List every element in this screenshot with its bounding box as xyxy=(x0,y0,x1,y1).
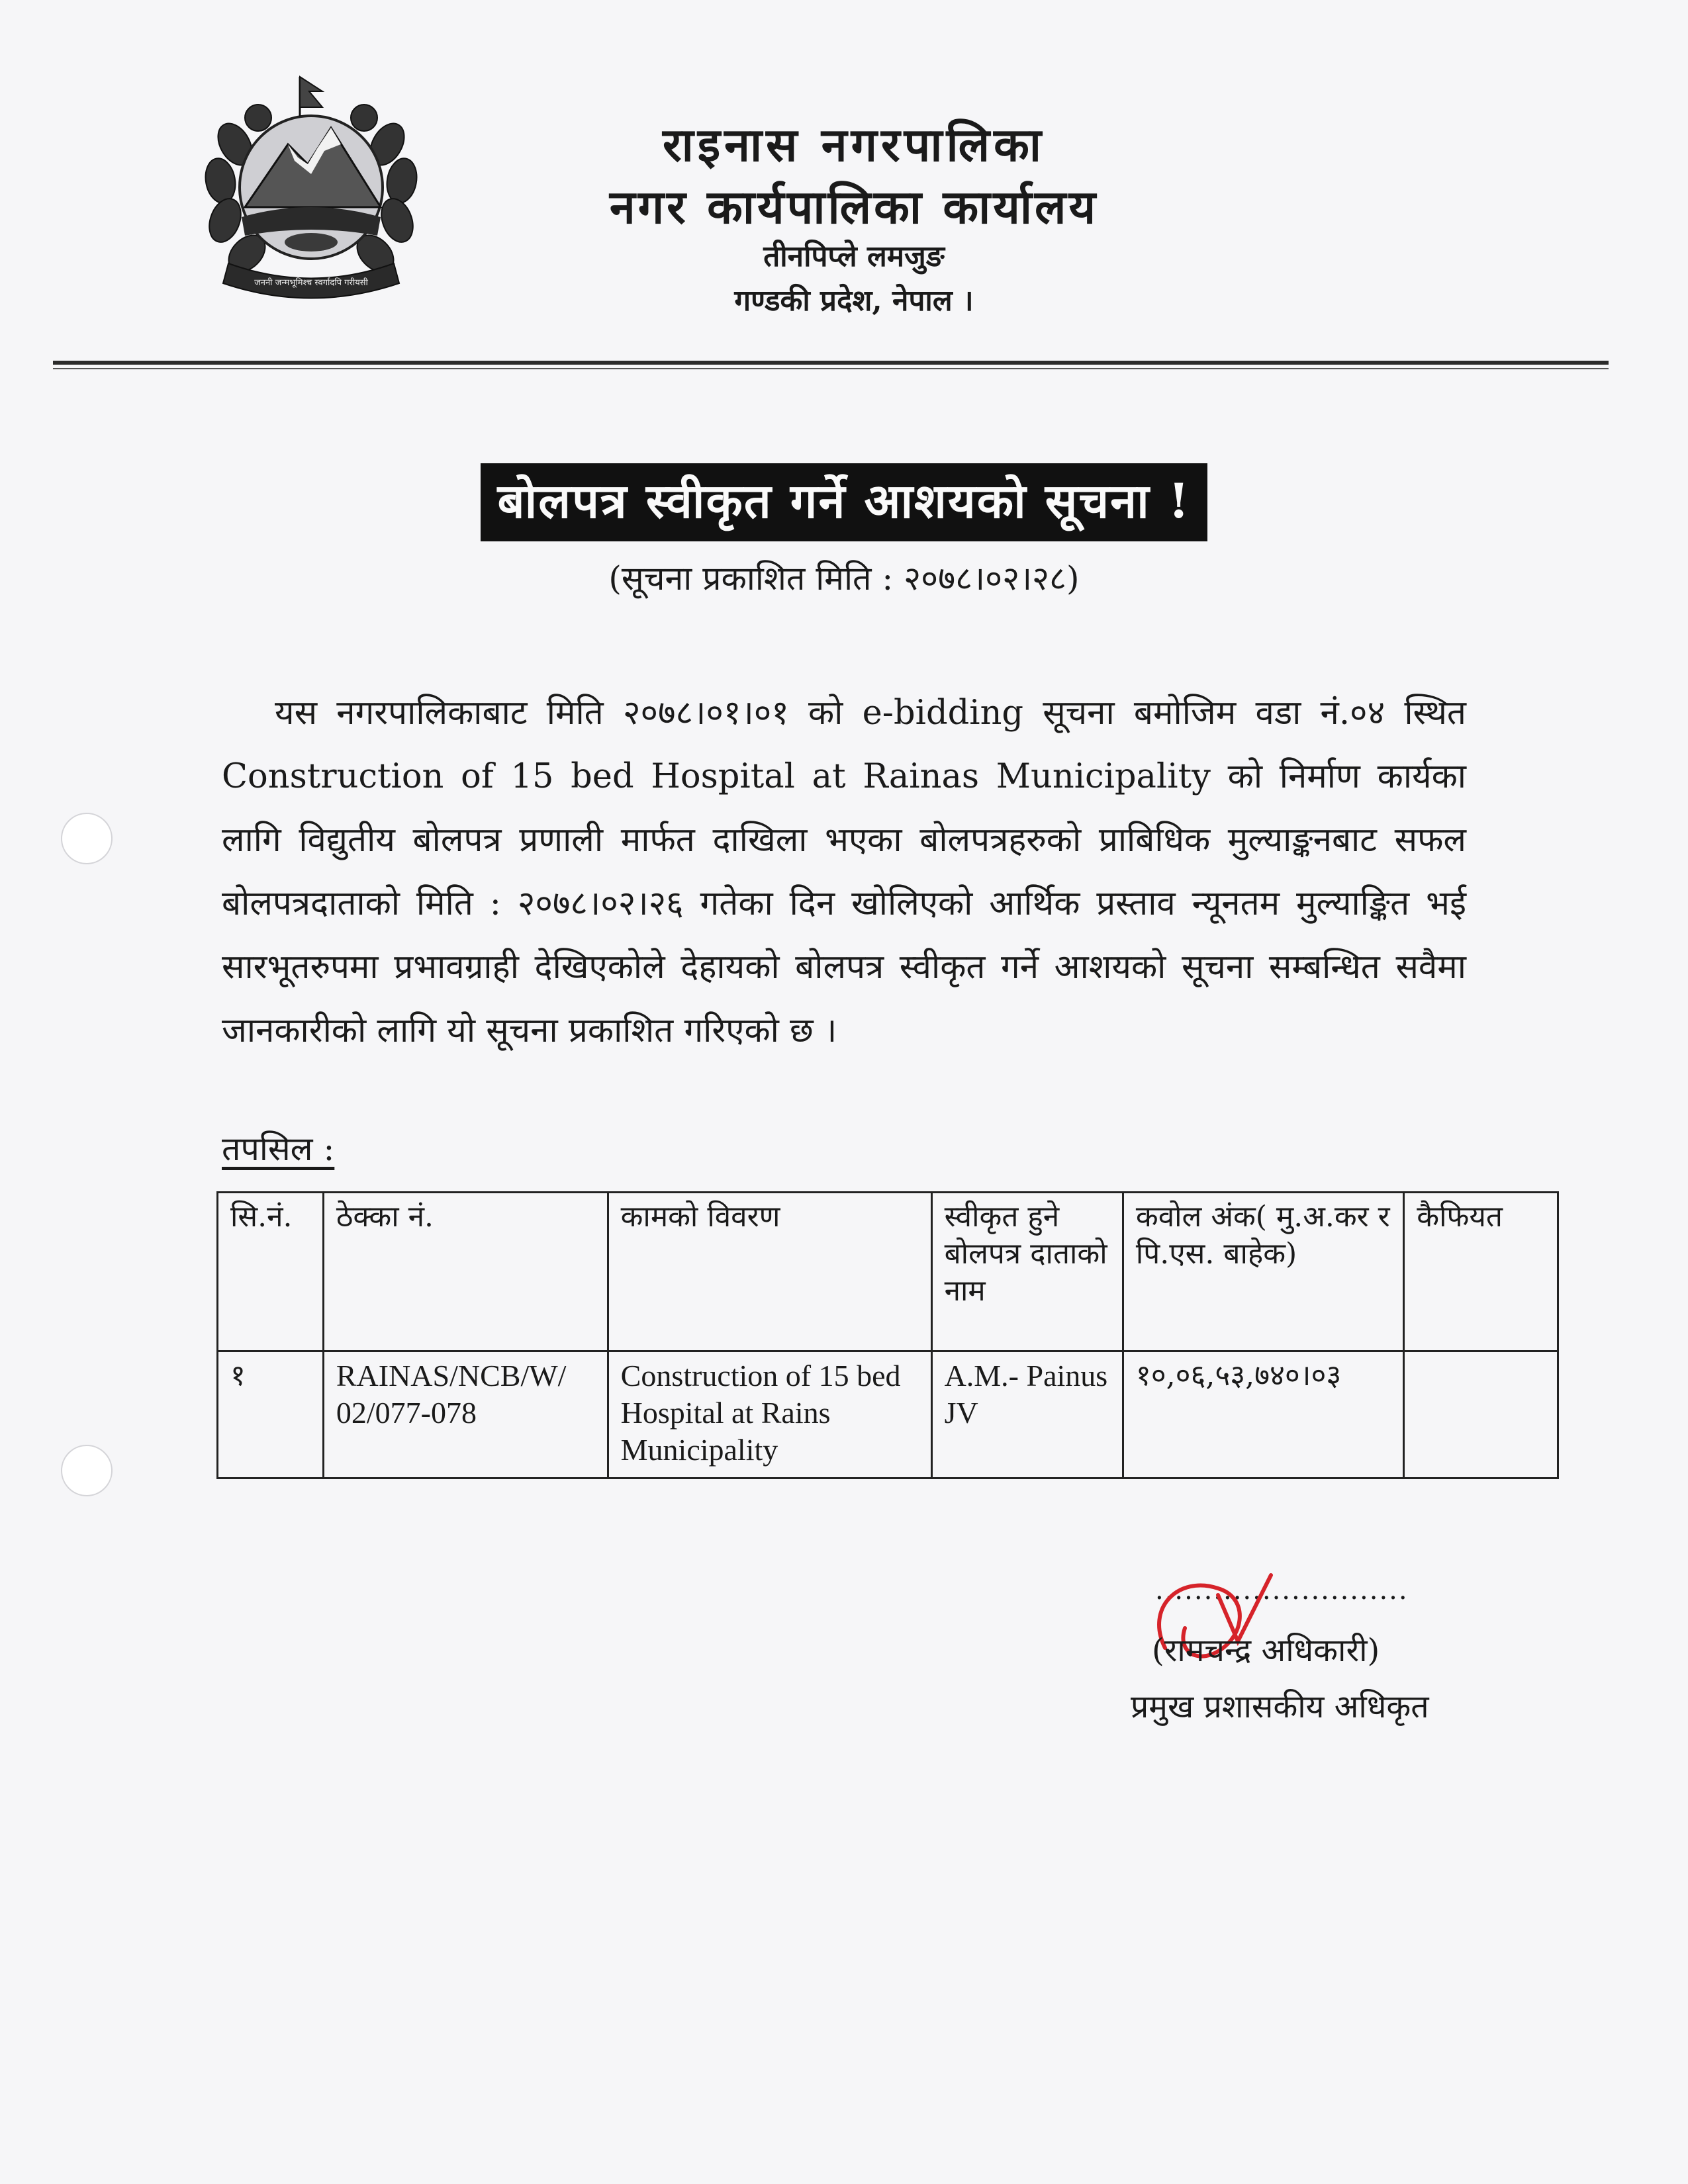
cell-bid-amount: १०,०६,५३,७४०।०३ xyxy=(1123,1351,1403,1479)
col-remarks: कैफियत xyxy=(1404,1193,1558,1351)
office-location: तीनपिप्ले लमजुङ xyxy=(763,240,945,273)
office-province: गण्डकी प्रदेश, नेपाल । xyxy=(734,284,974,318)
col-contract-no: ठेक्का नं. xyxy=(323,1193,608,1351)
cell-description: Construction of 15 bed Hospital at Rains Municipality xyxy=(608,1351,931,1479)
punch-hole xyxy=(61,1445,113,1496)
header-divider-thin xyxy=(53,368,1609,369)
office-name: नगर कार्यपालिका कार्यालय xyxy=(609,179,1099,234)
emblem-motto: जननी जन्मभूमिश्च स्वर्गादपि गरीयसी xyxy=(254,278,368,288)
signatory-name: (रामचन्द्र अधिकारी) xyxy=(1152,1632,1380,1669)
award-table xyxy=(216,1191,1559,1479)
schedule-label: तपसिल : xyxy=(222,1130,335,1168)
municipality-name: राइनास नगरपालिका xyxy=(662,117,1046,172)
publish-date: (सूचना प्रकाशित मिति : २०७८।०२।२८) xyxy=(608,559,1080,598)
cell-remarks xyxy=(1404,1351,1558,1479)
col-bidder: स्वीकृत हुने बोलपत्र दाताको नाम xyxy=(931,1193,1123,1351)
signatory-title: प्रमुख प्रशासकीय अधिकृत xyxy=(1131,1688,1429,1725)
signature-line: .......................... xyxy=(1155,1575,1409,1606)
cell-contract-no: RAINAS/NCB/W/ 02/077-078 xyxy=(323,1351,608,1479)
table-header-row xyxy=(218,1193,1558,1351)
cell-sn: १ xyxy=(218,1351,324,1479)
nepal-government-emblem-icon xyxy=(189,65,434,310)
table-row xyxy=(218,1351,1558,1479)
col-bid-amount: कवोल अंक( मु.अ.कर र पि.एस. बाहेक) xyxy=(1123,1193,1403,1351)
cell-bidder: A.M.- Painus JV xyxy=(931,1351,1123,1479)
punch-hole xyxy=(61,813,113,864)
col-description: कामको विवरण xyxy=(608,1193,931,1351)
header-divider xyxy=(53,361,1609,365)
notice-title-wrap xyxy=(0,463,1688,541)
col-sn: सि.नं. xyxy=(218,1193,324,1351)
notice-body: यस नगरपालिकाबाट मिति २०७८।०१।०१ को e-bidding सूचना बमोजिम वडा नं.०४ स्थित Construction of 15 bed Hospital at Rainas Municipality को निर्माण कार्यका लागि विद्युतीय बोलपत्र प्रणाली मार्फत दाखिला भएका बोलपत्रहरुको प्राबिधिक मुल्याङ्कनबाट सफल बोलपत्रदाताको मिति : २०७८।०२।२६ गतेका दिन खोलिएको आर्थिक प्रस्ताव न्यूनतम मुल्याङ्कित भई सारभूतरुपमा प्रभावग्राही देखिएकोले देहायको बोलपत्र स्वीकृत गर्ने आशयको सूचना सम्बन्धित सवैमा जानकारीको लागि यो सूचना प्रकाशित गरिएको छ । xyxy=(222,694,1466,1050)
notice-title: बोलपत्र स्वीकृत गर्ने आशयको सूचना ! xyxy=(481,463,1208,541)
